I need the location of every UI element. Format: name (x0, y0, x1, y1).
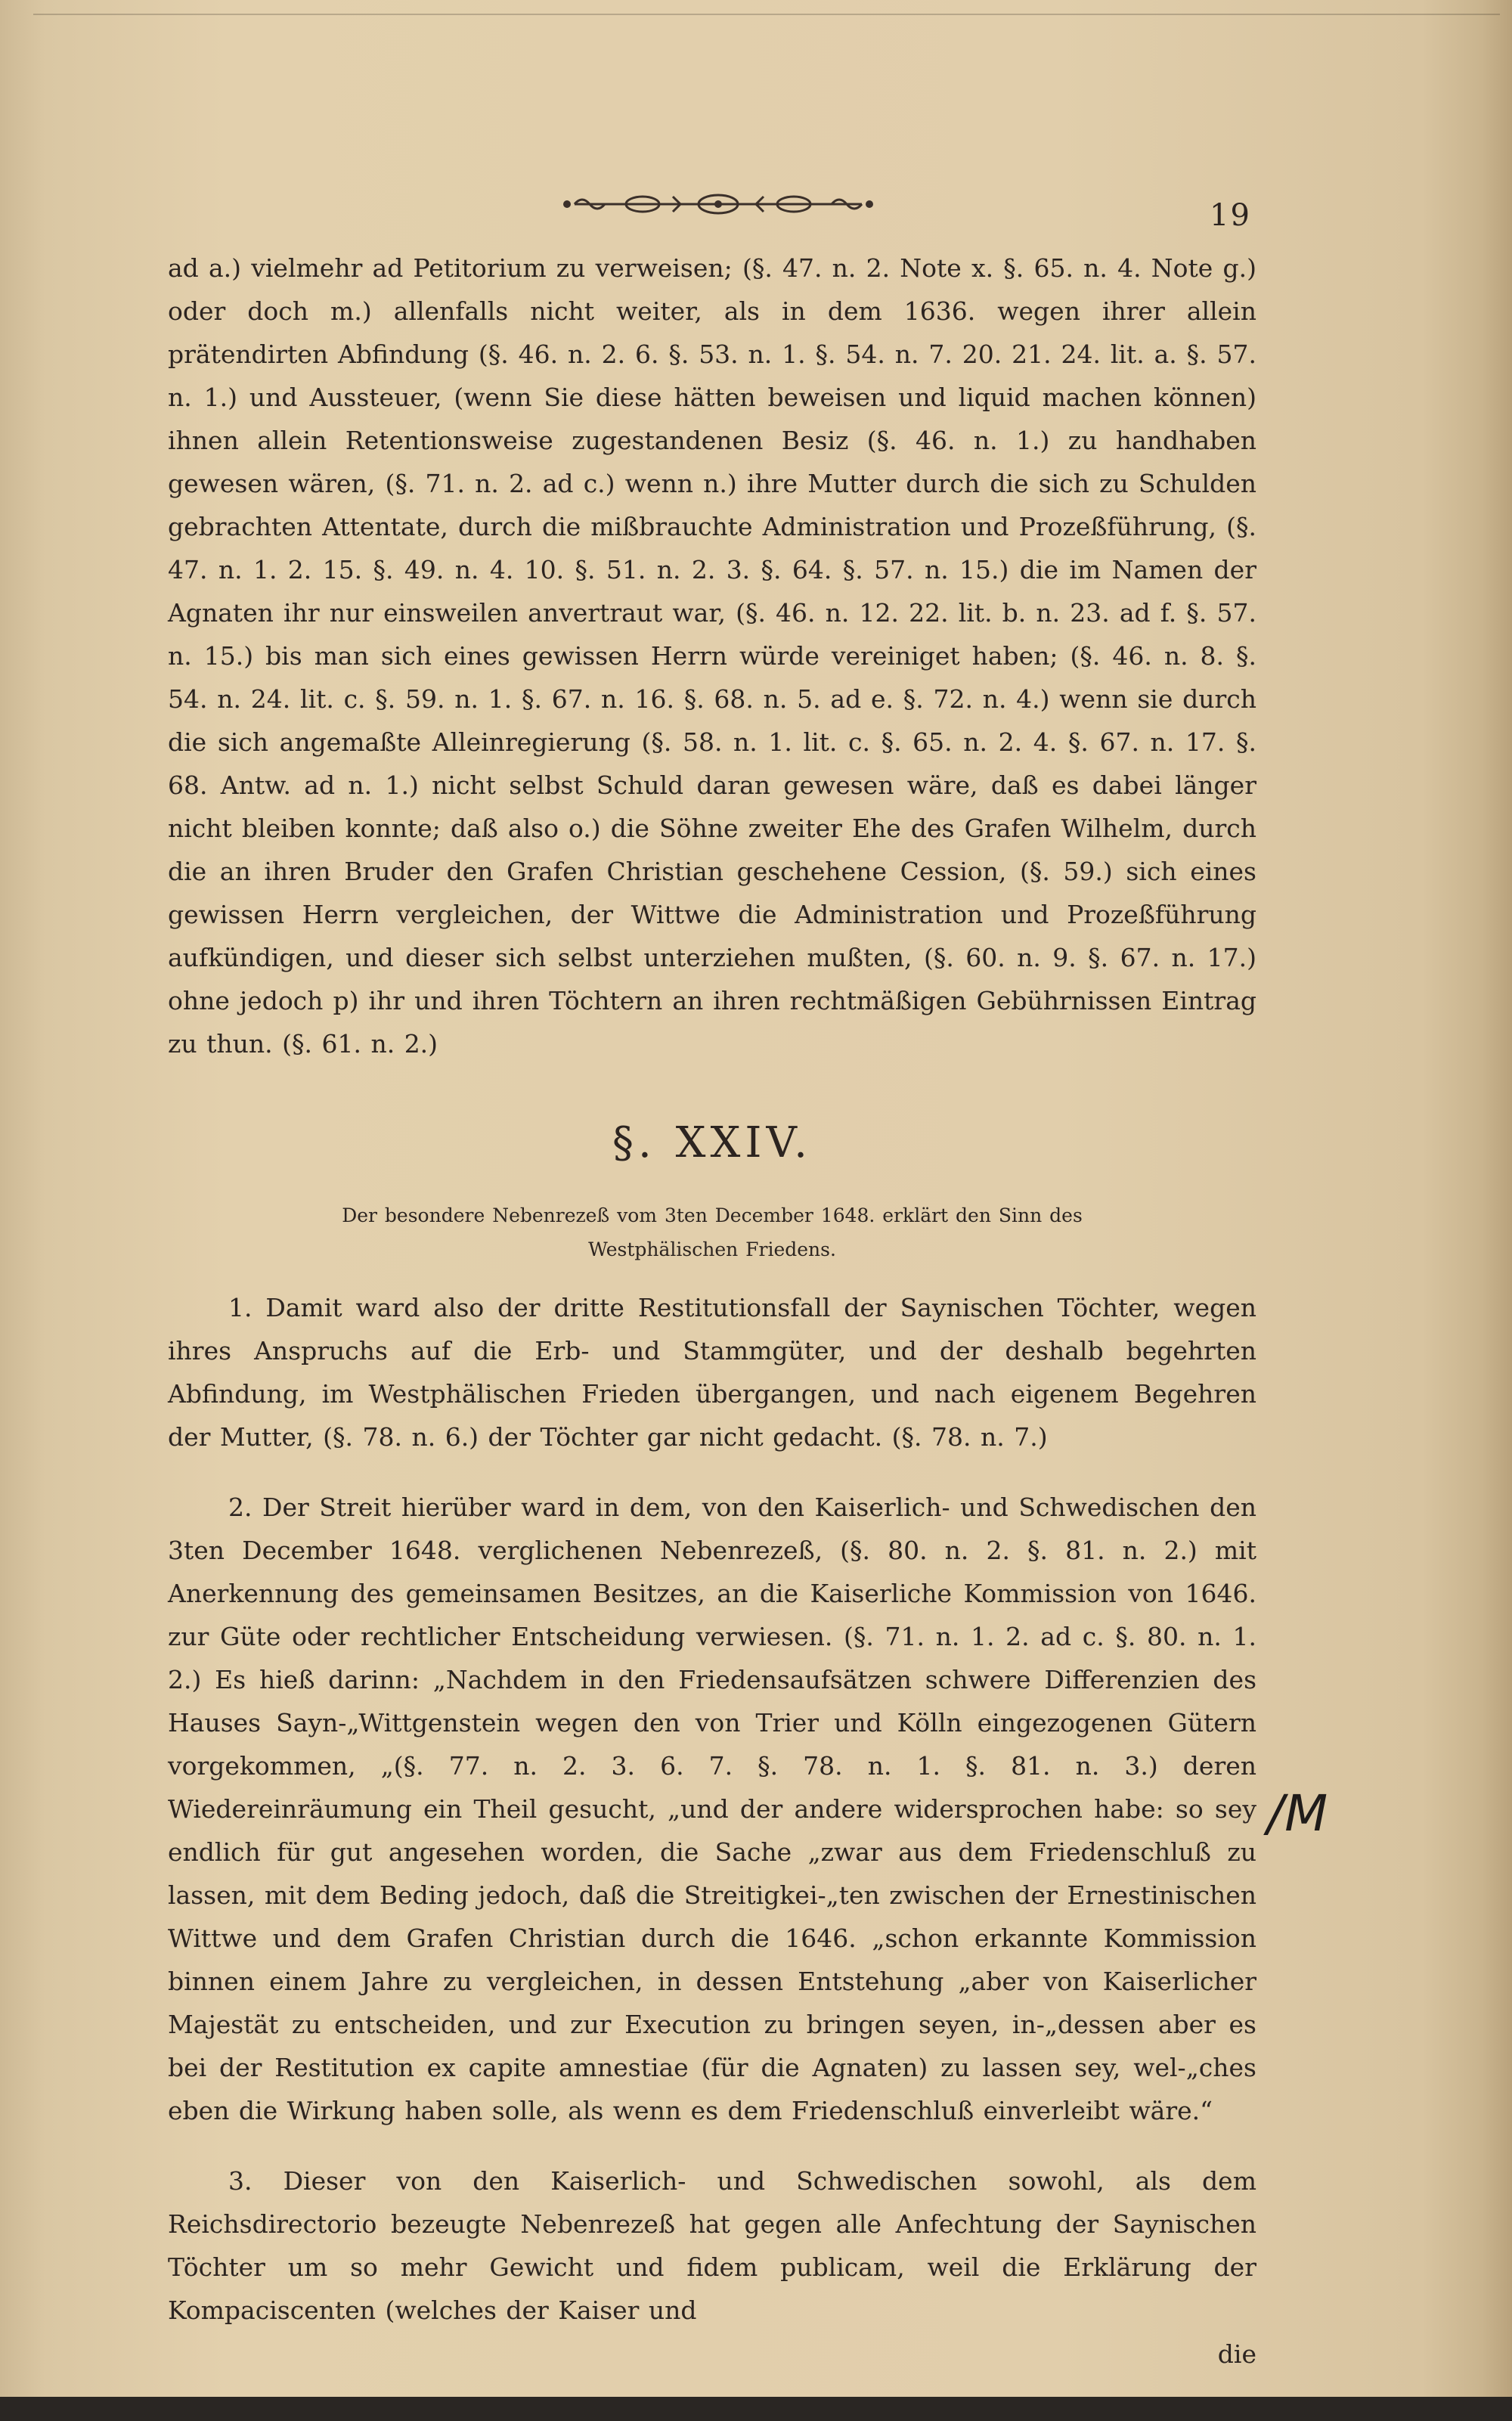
body-text (168, 246, 1256, 2377)
page-number: 19 (1210, 198, 1251, 233)
paragraph-continuation: ad a.) vielmehr ad Petitorium zu verweisen; (§. 47. n. 2. Note x. §. 65. n. 4. Note g.) oder doch m.) allenfalls nicht weiter, als in dem 1636. wegen ihrer allein prätendirten Abfindung (§. 46. n. 2. 6. §. 53. n. 1. §. 54. n. 7. 20. 21. 24. lit. a. §. 57. n. 1.) und Aussteuer, (wenn Sie diese hätten beweisen und liquid machen können) ihnen allein Retentionsweise zugestandenen Besiz (§. 46. n. 1.) zu handhaben gewesen wären, (§. 71. n. 2. ad c.) wenn n.) ihre Mutter durch die sich zu Schulden gebrachten Attentate, durch die mißbrauchte Administration und Prozeßführung, (§. 47. n. 1. 2. 15. §. 49. n. 4. 10. §. 51. n. 2. 3. §. 64. §. 57. n. 15.) die im Namen der Agnaten ihr nur einsweilen anvertraut war, (§. 46. n. 12. 22. lit. b. n. 23. ad f. §. 57. n. 15.) bis man sich eines gewissen Herrn würde vereiniget haben; (§. 46. n. 8. §. 54. n. 24. lit. c. §. 59. n. 1. §. 67. n. 16. §. 68. n. 5. ad e. §. 72. n. 4.) wenn sie durch die sich angemaßte Alleinregierung (§. 58. n. 1. lit. c. §. 65. n. 2. 4. §. 67. n. 17. §. 68. Antw. ad n. 1.) nicht selbst Schuld daran gewesen wäre, daß es dabei länger nicht bleiben konnte; daß also o.) die Söhne zweiter Ehe des Grafen Wilhelm, durch die an ihren Bruder den Grafen Christian geschehene Cession, (§. 59.) sich eines gewissen Herrn vergleichen, der Wittwe die Administration und Prozeßführung aufkündigen, und dieser sich selbst unterziehen mußten, (§. 60. n. 9. §. 67. n. 17.) ohne jedoch p) ihr und ihren Töchtern an ihren rechtmäßigen Gebührnissen Eintrag zu thun. (§. 61. n. 2.) (168, 253, 1256, 1059)
paragraph-1: 1. Damit ward also der dritte Restitutionsfall der Saynischen Töchter, wegen ihres Anspruchs auf die Erb- und Stammgüter, und der deshalb begehrten Abfindung, im Westphälischen Frieden übergangen, und nach eigenem Begehren der Mutter, (§. 78. n. 6.) der Töchter gar nicht gedacht. (§. 78. n. 7.) (168, 1293, 1256, 1452)
catchword: die (1217, 2339, 1256, 2369)
paragraph-gap (168, 2132, 1256, 2159)
paragraph-3: 3. Dieser von den Kaiserlich- und Schwedischen sowohl, als dem Reichsdirectorio bezeugte Nebenrezeß hat gegen alle Anfechtung der Saynischen Töchter um so mehr Gewicht und fidem publicam, weil die Erklärung der Kompaciscenten (welches der Kaiser und (168, 2166, 1256, 2325)
paragraph-2: 2. Der Streit hierüber ward in dem, von den Kaiserlich- und Schwedischen den 3ten December 1648. verglichenen Nebenrezeß, (§. 80. n. 2. §. 81. n. 2.) mit Anerkennung des gemeinsamen Besitzes, an die Kaiserliche Kommission von 1646. zur Güte oder rechtlicher Entscheidung verwiesen. (§. 71. n. 1. 2. ad c. §. 80. n. 1. 2.) Es hieß darinn: „Nachdem in den Friedensaufsätzen schwere Differenzien des Hauses Sayn-„Wittgenstein wegen den von Trier und Kölln eingezogenen Gütern vorgekommen, „(§. 77. n. 2. 3. 6. 7. §. 78. n. 1. §. 81. n. 3.) deren Wiedereinräumung ein Theil gesucht, „und der andere widersprochen habe: so sey endlich für gut angesehen worden, die Sache „zwar aus dem Friedenschluß zu lassen, mit dem Beding jedoch, daß die Streitigkei-„ten zwischen der Ernestinischen Wittwe und dem Grafen Christian durch die 1646. „schon erkannte Kommission binnen einem Jahre zu vergleichen, in dessen Entstehung „aber von Kaiserlicher Majestät zu entscheiden, und zur Execution zu bringen seyen, in-„dessen aber es bei der Restitution ex capite amnestiae (für die Agnaten) zu lassen sey, wel-„ches eben die Wirkung haben solle, als wenn es dem Friedenschluß einverleibt wäre.“ (168, 1493, 1256, 2125)
page-edge-line (33, 14, 1500, 15)
section-subtitle: Der besondere Nebenrezeß vom 3ten December 1648. erklärt den Sinn des Westphälischen Friedens. (342, 1204, 1083, 1260)
handwritten-margin-note: /M (1267, 1784, 1329, 1843)
paragraph-gap (168, 1458, 1256, 1486)
fleuron-icon (559, 189, 877, 219)
section-title: §. XXIV. (612, 1118, 812, 1167)
